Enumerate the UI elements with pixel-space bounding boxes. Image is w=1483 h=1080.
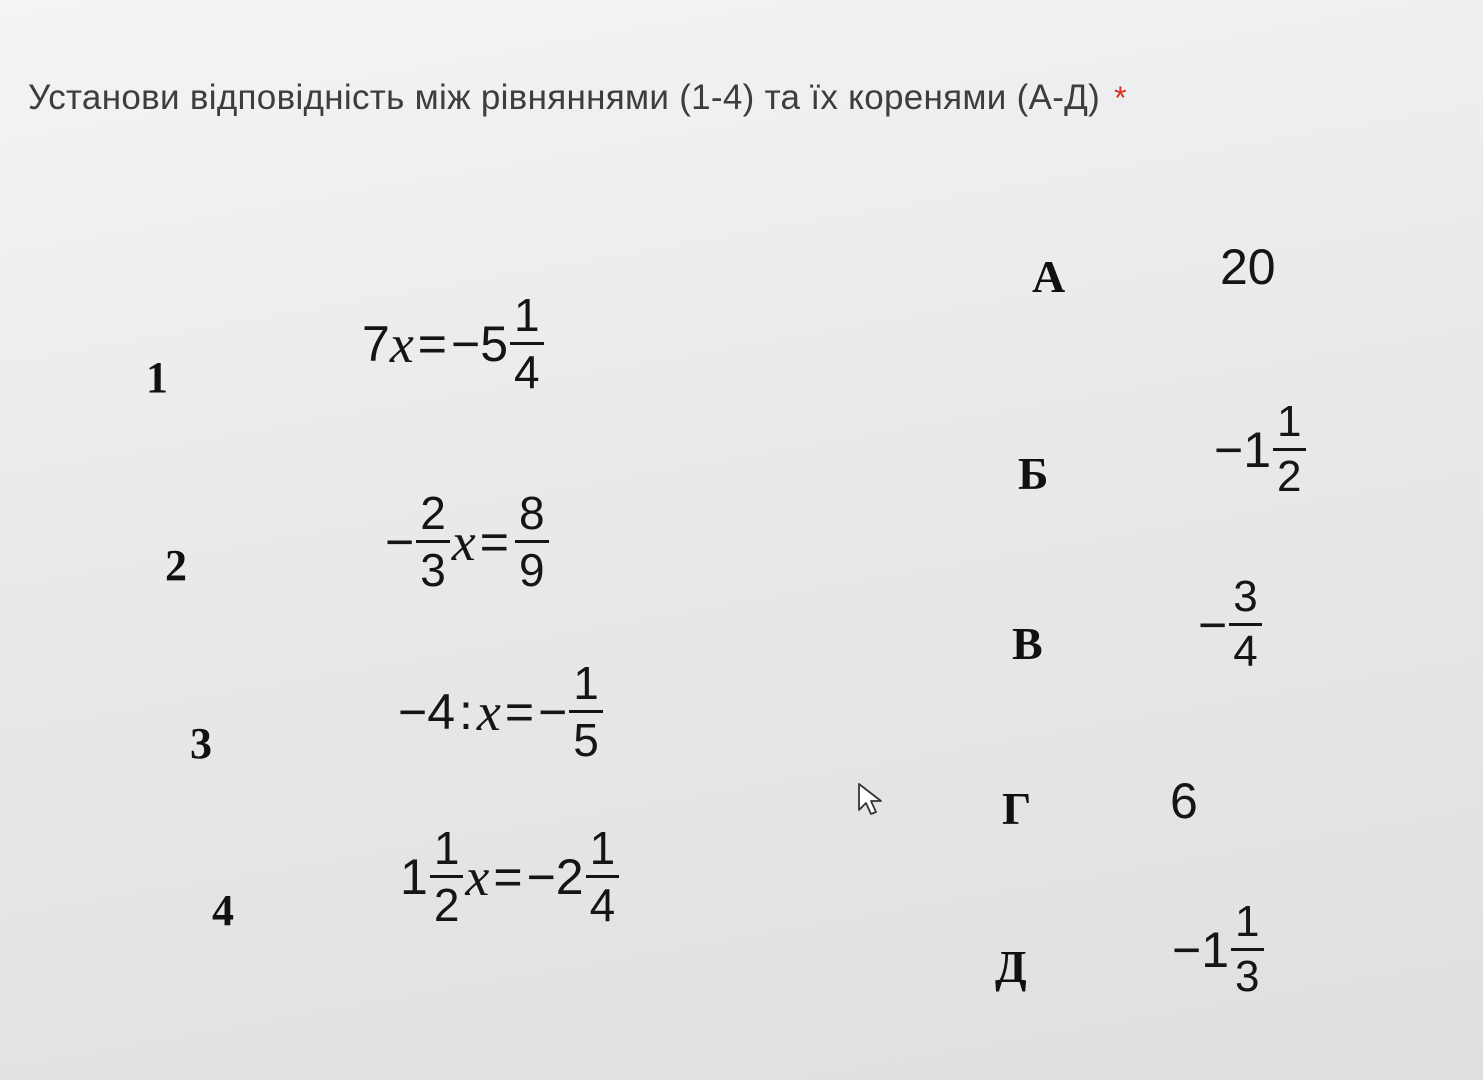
root-b-denominator: 2 (1273, 448, 1305, 499)
eq2-equals: = (479, 513, 509, 570)
root-b-whole: 1 (1243, 421, 1272, 478)
root-value-g (1170, 772, 1198, 830)
eq2-variable: x (451, 511, 476, 572)
equation-number-4: 4 (212, 886, 234, 935)
root-v-fraction (1229, 572, 1261, 676)
eq3-equals: = (504, 683, 535, 740)
eq4-lhs-fraction (430, 822, 464, 931)
eq1-variable: x (389, 313, 414, 374)
root-d-sign: − (1172, 921, 1202, 978)
eq2-rhs-numerator: 8 (518, 487, 545, 539)
eq3-rhs-sign: − (538, 683, 568, 740)
mouse-pointer-icon (856, 782, 886, 818)
eq2-lhs-fraction (416, 487, 450, 596)
eq3-variable: x (476, 681, 501, 742)
root-d-whole: 1 (1201, 921, 1230, 978)
eq4-lhs-numerator: 1 (433, 822, 460, 874)
root-letter-a: А (1032, 251, 1066, 302)
eq3-rhs-numerator: 1 (573, 657, 599, 709)
root-letter-g: Г (1002, 783, 1032, 834)
root-value-v (1198, 572, 1264, 676)
root-letter-v: В (1012, 618, 1043, 669)
eq4-rhs-numerator: 1 (589, 822, 616, 874)
eq2-lhs-numerator: 2 (420, 487, 446, 539)
eq1-rhs-sign: − (450, 315, 481, 372)
eq3-rhs-denominator: 5 (569, 710, 603, 763)
equation-number-1: 1 (146, 353, 168, 402)
eq2-lhs-denominator: 3 (416, 540, 450, 593)
required-mark: * (1114, 80, 1127, 116)
root-v-denominator: 4 (1229, 623, 1261, 674)
eq4-lhs-denominator: 2 (430, 875, 464, 928)
eq1-rhs-fraction (510, 289, 544, 398)
root-a-value: 20 (1220, 239, 1276, 295)
root-value-d (1172, 897, 1266, 1001)
eq1-equals: = (417, 315, 447, 372)
root-b-numerator: 1 (1277, 397, 1302, 446)
equation-number-3: 3 (190, 719, 212, 768)
question-title (28, 78, 1127, 118)
equation-1 (362, 289, 546, 398)
question-title-text: Установи відповідність між рівняннями (1-4) та їх коренями (А-Д) (28, 78, 1101, 117)
eq2-lhs-sign: − (385, 513, 415, 570)
root-b-fraction (1273, 397, 1305, 501)
root-d-denominator: 3 (1231, 948, 1263, 999)
root-v-numerator: 3 (1233, 572, 1258, 621)
eq4-lhs-whole: 1 (400, 848, 428, 905)
root-value-a (1220, 238, 1276, 296)
root-value-b (1214, 397, 1308, 501)
eq4-rhs-whole: 2 (555, 848, 584, 905)
equation-number-2: 2 (165, 541, 187, 590)
root-b-sign: − (1214, 421, 1244, 478)
root-d-numerator: 1 (1235, 897, 1260, 946)
eq3-rhs-fraction (569, 657, 603, 766)
eq2-rhs-denominator: 9 (515, 540, 549, 593)
eq3-operator: : (459, 683, 473, 740)
eq1-rhs-whole: 5 (480, 315, 508, 372)
root-g-value: 6 (1170, 773, 1198, 829)
eq4-rhs-denominator: 4 (586, 875, 620, 928)
eq1-coef: 7 (362, 315, 390, 372)
eq1-rhs-numerator: 1 (514, 289, 540, 341)
eq2-rhs-fraction (515, 487, 549, 596)
equation-3 (398, 657, 605, 766)
eq1-rhs-denominator: 4 (510, 342, 544, 395)
root-letter-b: Б (1018, 448, 1049, 499)
eq4-rhs-sign: − (526, 848, 556, 905)
eq4-equals: = (493, 848, 523, 905)
root-v-sign: − (1198, 596, 1228, 653)
root-d-fraction (1231, 897, 1263, 1001)
eq4-rhs-fraction (586, 822, 620, 931)
equation-2 (385, 487, 551, 596)
eq4-variable: x (465, 846, 490, 907)
equation-4 (400, 822, 621, 931)
root-letter-d: Д (995, 941, 1027, 992)
eq3-lhs: −4 (398, 683, 456, 740)
